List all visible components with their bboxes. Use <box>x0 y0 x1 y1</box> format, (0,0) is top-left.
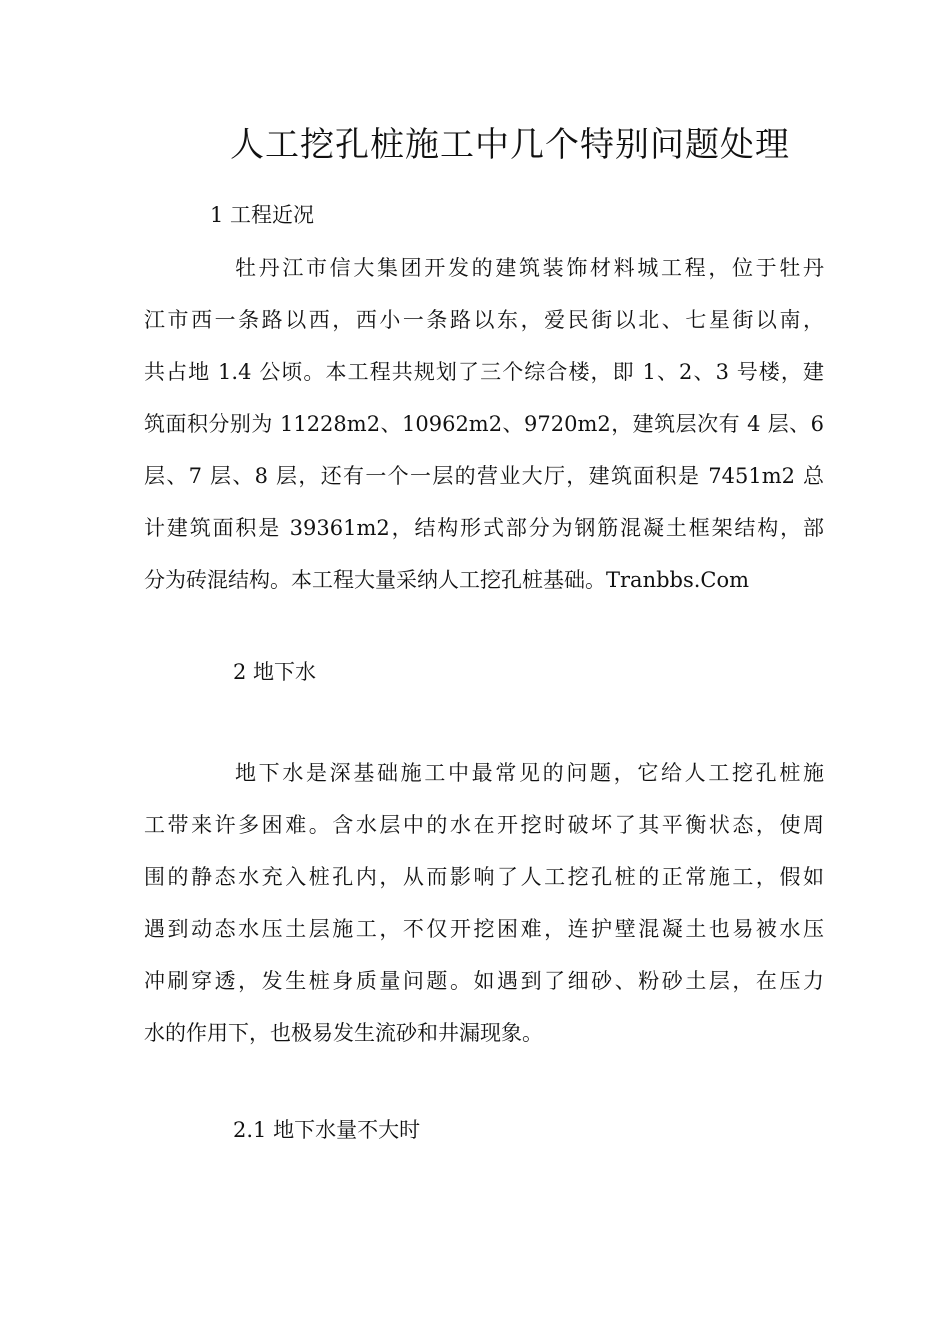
paragraph-line: 层、7 层、8 层，还有一个一层的营业大厅，建筑面积是 7451m2 总 <box>144 464 824 488</box>
paragraph-line: 冲刷穿透，发生桩身质量问题。如遇到了细砂、粉砂土层，在压力 <box>144 969 824 993</box>
paragraph-line: 共占地 1.4 公顷。本工程共规划了三个综合楼，即 1、2、3 号楼，建 <box>144 360 824 384</box>
paragraph-line: 水的作用下，也极易发生流砂和井漏现象。 <box>144 1021 543 1045</box>
paragraph-line: 工带来许多困难。含水层中的水在开挖时破坏了其平衡状态，使周 <box>144 813 824 837</box>
section-heading-1: 1 工程近况 <box>210 203 315 227</box>
section-heading-2: 2 地下水 <box>233 660 317 684</box>
paragraph-line: 筑面积分别为 11228m2、10962m2、9720m2，建筑层次有 4 层、6 <box>144 412 824 436</box>
section-heading-2-1: 2.1 地下水量不大时 <box>233 1118 421 1142</box>
document-title: 人工挖孔桩施工中几个特别问题处理 <box>230 125 790 165</box>
paragraph-line: 计建筑面积是 39361m2，结构形式部分为钢筋混凝土框架结构，部 <box>144 516 824 540</box>
paragraph-groundwater <box>144 747 824 1059</box>
paragraph-line: 江市西一条路以西，西小一条路以东，爱民街以北、七星街以南， <box>144 308 824 332</box>
paragraph-project-overview <box>144 242 824 606</box>
paragraph-line: 遇到动态水压土层施工，不仅开挖困难，连护壁混凝土也易被水压 <box>144 917 824 941</box>
paragraph-line: 地下水是深基础施工中最常见的问题，它给人工挖孔桩施 <box>235 761 824 785</box>
paragraph-line: 分为砖混结构。本工程大量采纳人工挖孔桩基础。Tranbbs.Com <box>144 568 750 592</box>
paragraph-line: 牡丹江市信大集团开发的建筑装饰材料城工程，位于牡丹 <box>235 256 824 280</box>
paragraph-line: 围的静态水充入桩孔内，从而影响了人工挖孔桩的正常施工，假如 <box>144 865 824 889</box>
